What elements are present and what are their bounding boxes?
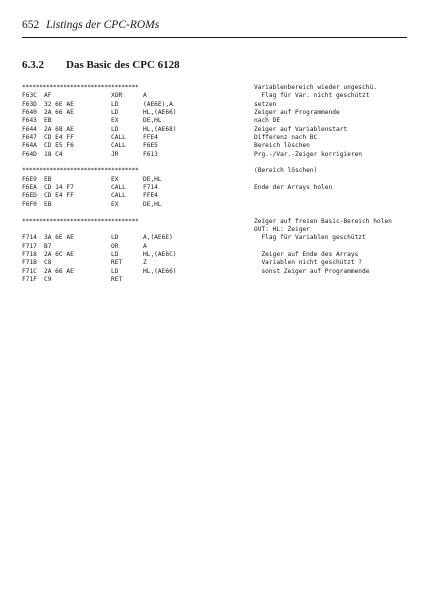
mnemonic: JR <box>111 150 119 158</box>
mnemonic: CALL <box>111 134 126 142</box>
hex-bytes: 32 6E AE <box>44 100 74 108</box>
operand: FFE4 <box>143 192 158 200</box>
comment: Prg.-/Var.-Zeiger korrigieren <box>254 150 363 158</box>
page-header <box>22 18 407 32</box>
address: F6EA <box>22 184 37 192</box>
block-header <box>22 84 412 92</box>
hex-bytes: 2A 66 AE <box>44 267 74 275</box>
address: F6F0 <box>22 200 37 208</box>
comment: Ende der Arrays holen <box>254 184 333 192</box>
separator-stars: ********************************** <box>22 84 139 91</box>
operand: HL,(AE66) <box>143 267 177 275</box>
operand: HL,(AE68) <box>143 125 177 133</box>
block-header <box>22 218 412 226</box>
operand: A,(AE6E) <box>143 234 173 242</box>
mnemonic: LD <box>111 100 119 108</box>
separator-stars: ********************************** <box>22 217 139 225</box>
address: F6ED <box>22 192 37 200</box>
operand: DE,HL <box>143 200 162 208</box>
mnemonic: EX <box>111 117 119 125</box>
code-line <box>22 134 412 142</box>
hex-bytes: 18 C4 <box>44 150 63 158</box>
code-line <box>22 176 412 184</box>
code-line <box>22 92 412 100</box>
mnemonic: EX <box>111 175 119 183</box>
mnemonic: LD <box>111 267 119 275</box>
hex-bytes: EB <box>44 117 52 125</box>
code-line <box>22 201 412 209</box>
address: F718 <box>22 250 37 258</box>
hex-bytes: 2A 68 AE <box>44 125 74 133</box>
operand: Z <box>143 259 147 267</box>
hex-bytes: EB <box>44 175 52 183</box>
address: F64A <box>22 142 37 150</box>
code-line <box>22 126 412 134</box>
block-comment: Zeiger auf freien Basic-Bereich holen <box>254 217 392 225</box>
operand: DE,HL <box>143 175 162 183</box>
hex-bytes: CD E5 F6 <box>44 142 74 150</box>
section-title: Das Basic des CPC 6128 <box>66 59 180 71</box>
hex-bytes: CD 14 F7 <box>44 184 74 192</box>
address: F717 <box>22 242 37 250</box>
comment: Variablen nicht geschützt ? <box>254 259 363 267</box>
mnemonic: XOR <box>111 92 123 100</box>
section-heading <box>22 58 180 72</box>
hex-bytes: 2A 66 AE <box>44 109 74 117</box>
comment: nach DE <box>254 117 281 125</box>
operand: DE,HL <box>143 117 162 125</box>
mnemonic: EX <box>111 200 119 208</box>
operand: F613 <box>143 150 158 158</box>
page-number: 652 <box>22 19 40 31</box>
operand: A <box>143 242 147 250</box>
address: F71F <box>22 275 37 283</box>
operand: HL,(AE66) <box>143 109 177 117</box>
comment: Differenz nach BC <box>254 134 318 142</box>
hex-bytes: 2A 6C AE <box>44 250 74 258</box>
operand: F714 <box>143 184 158 192</box>
mnemonic: LD <box>111 234 119 242</box>
address: F6E9 <box>22 175 37 183</box>
code-line <box>22 259 412 267</box>
address: F644 <box>22 125 37 133</box>
block-comment: (Bereich löschen) <box>254 167 318 175</box>
mnemonic: RET <box>111 275 123 283</box>
address: F714 <box>22 234 37 242</box>
comment: setzen <box>254 100 277 108</box>
code-line <box>22 184 412 192</box>
hex-bytes: EB <box>44 200 52 208</box>
code-line <box>22 243 412 251</box>
mnemonic: LD <box>111 125 119 133</box>
address: F63C <box>22 92 37 100</box>
comment: Zeiger auf Variablenstart <box>254 125 348 133</box>
block-comment-out: OUT: HL: Zeiger <box>254 225 310 233</box>
address: F640 <box>22 109 37 117</box>
address: F64D <box>22 150 37 158</box>
code-line <box>22 268 412 276</box>
address: F63D <box>22 100 37 108</box>
running-title: Listings der CPC-ROMs <box>46 19 160 31</box>
comment: Zeiger auf Ende des Arrays <box>254 250 359 258</box>
comment: Zeiger auf Programmende <box>254 109 340 117</box>
operand: HL,(AE6C) <box>143 250 177 258</box>
assembly-listing <box>22 84 412 284</box>
code-line <box>22 142 412 150</box>
header-rule <box>22 37 407 38</box>
code-line <box>22 251 412 259</box>
hex-bytes: 3A 6E AE <box>44 234 74 242</box>
mnemonic: OR <box>111 242 119 250</box>
code-line <box>22 117 412 125</box>
operand: (AE6E),A <box>143 100 173 108</box>
code-line <box>22 101 412 109</box>
mnemonic: RET <box>111 259 123 267</box>
block-comment: Variablenbereich wieder ungeschü. <box>254 84 377 91</box>
code-line <box>22 151 412 159</box>
block-header-line2 <box>22 226 412 234</box>
mnemonic: CALL <box>111 142 126 150</box>
mnemonic: CALL <box>111 184 126 192</box>
address: F71B <box>22 259 37 267</box>
block-header <box>22 167 412 175</box>
code-line <box>22 276 412 284</box>
separator-stars: ********************************** <box>22 167 139 175</box>
code-line <box>22 109 412 117</box>
hex-bytes: AF <box>44 92 52 100</box>
comment: Bereich löschen <box>254 142 310 150</box>
hex-bytes: B7 <box>44 242 52 250</box>
spacer <box>22 209 412 217</box>
comment: sonst Zeiger auf Programmende <box>254 267 370 275</box>
address: F647 <box>22 134 37 142</box>
section-number: 6.3.2 <box>22 59 44 71</box>
hex-bytes: C9 <box>44 275 52 283</box>
operand: F6E5 <box>143 142 158 150</box>
comment: Flag für Var. nicht geschützt <box>254 92 370 100</box>
mnemonic: CALL <box>111 192 126 200</box>
code-line <box>22 192 412 200</box>
hex-bytes: C8 <box>44 259 52 267</box>
spacer <box>22 159 412 167</box>
mnemonic: LD <box>111 109 119 117</box>
mnemonic: LD <box>111 250 119 258</box>
comment: Flag für Variablen geschützt <box>254 234 366 242</box>
address: F71C <box>22 267 37 275</box>
hex-bytes: CD E4 FF <box>44 192 74 200</box>
code-line <box>22 234 412 242</box>
address: F643 <box>22 117 37 125</box>
hex-bytes: CD E4 FF <box>44 134 74 142</box>
operand: FFE4 <box>143 134 158 142</box>
operand: A <box>143 92 147 100</box>
